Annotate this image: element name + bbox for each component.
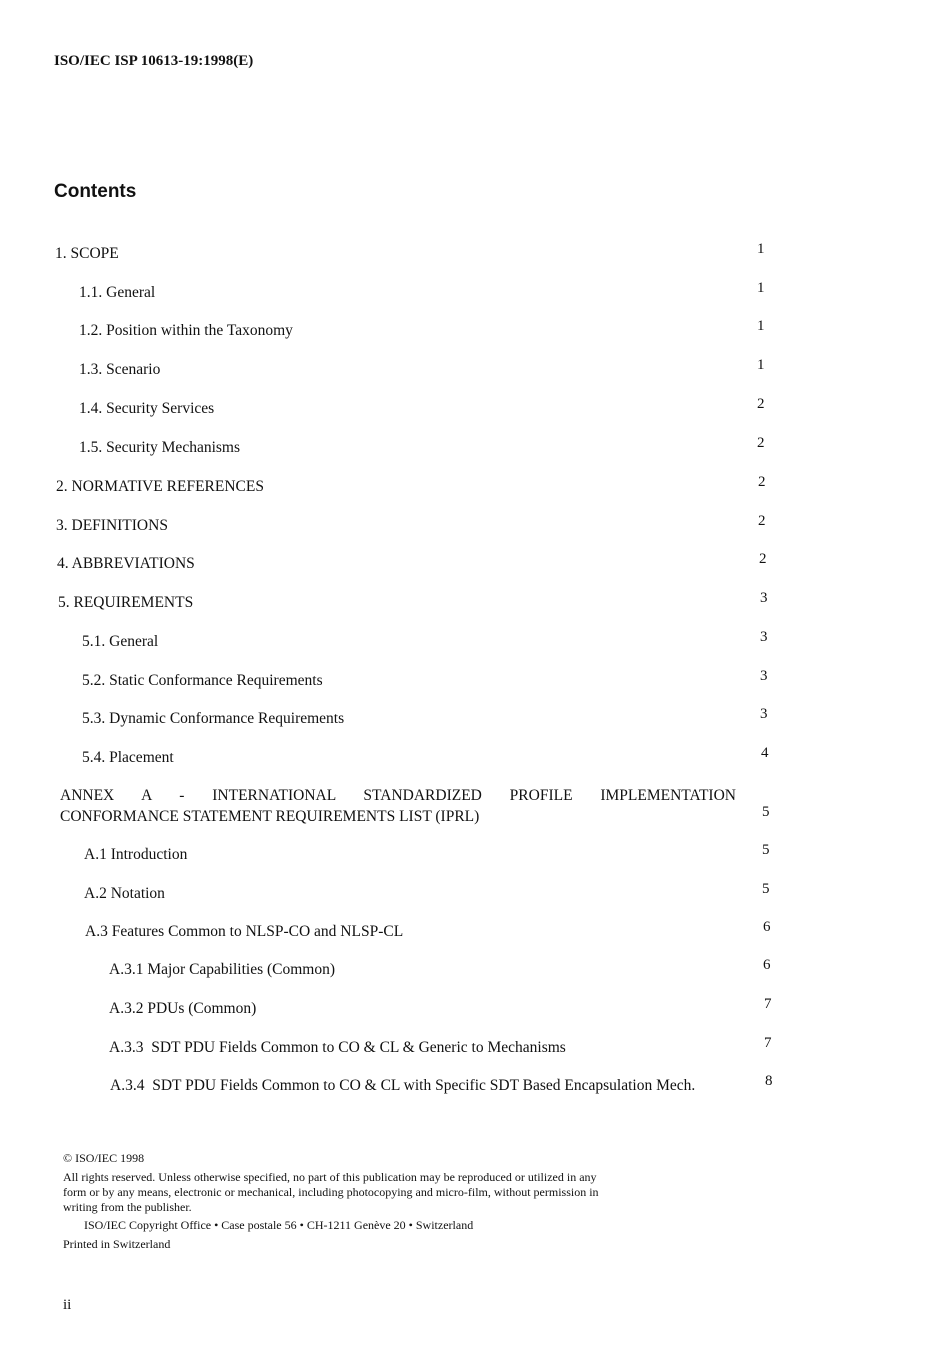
rights-statement: All rights reserved. Unless otherwise specified, no part of this publication may be reproduced or utilized in any form or by any means, electronic or mechanical, including photocopying and micro-film, without permission in writing from the publisher.: [63, 1170, 599, 1214]
toc-entry-page: 8: [765, 1073, 773, 1089]
toc-entry-page: 2: [758, 474, 766, 490]
toc-entry-page: 2: [757, 435, 765, 451]
toc-entry-title: 1.2. Position within the Taxonomy: [79, 322, 293, 339]
toc-entry-page: 2: [757, 396, 765, 412]
toc-entry-title: 4. ABBREVIATIONS: [57, 555, 195, 572]
toc-entry-title: 5.2. Static Conformance Requirements: [82, 672, 323, 689]
toc-entry-page: 3: [760, 629, 768, 645]
toc-entry-page: 1: [757, 241, 765, 257]
toc-entry-title: A.2 Notation: [84, 885, 165, 902]
toc-entry-page: 7: [764, 996, 772, 1012]
toc-entry-page: 3: [760, 706, 768, 722]
contents-heading: Contents: [54, 181, 137, 202]
toc-entry-title: 5.1. General: [82, 633, 159, 650]
toc-entry-page: 4: [761, 745, 769, 761]
copyright-notice: [63, 1151, 623, 1252]
toc-entry-title: 1.1. General: [79, 284, 156, 301]
toc-entry-title: 2. NORMATIVE REFERENCES: [56, 478, 264, 495]
toc-entry-title: A.3.3 SDT PDU Fields Common to CO & CL & Generic to Mechanisms: [109, 1039, 566, 1056]
toc-entry-page: 5: [762, 842, 770, 858]
toc-entry-page: 5: [762, 804, 770, 820]
toc-entry-title: A.3 Features Common to NLSP-CO and NLSP-CL: [85, 923, 404, 940]
toc-entry-page: 1: [757, 318, 765, 334]
toc-entry-page: 1: [757, 357, 765, 373]
toc-entry-title: 5.3. Dynamic Conformance Requirements: [82, 710, 345, 727]
annex-title-line-1: ANNEX A - INTERNATIONAL STANDARDIZED PROFILE IMPLEMENTATION: [60, 787, 736, 804]
toc-entry-title: A.3.1 Major Capabilities (Common): [109, 961, 336, 978]
page-number: ii: [63, 1297, 72, 1313]
toc-entry-page: 2: [759, 551, 767, 567]
toc-entry-title: 1. SCOPE: [55, 245, 119, 262]
toc-entry-title: 1.4. Security Services: [79, 400, 215, 417]
toc-entry-page: 3: [760, 668, 768, 684]
toc-entry-title: 1.5. Security Mechanisms: [79, 439, 241, 456]
printed-location: Printed in Switzerland: [63, 1237, 171, 1251]
toc-entry-page: 7: [764, 1035, 772, 1051]
toc-entry-page: 1: [757, 280, 765, 296]
toc-entry-title: A.3.4 SDT PDU Fields Common to CO & CL with Specific SDT Based Encapsulation Mech.: [110, 1077, 696, 1094]
toc-entry-title: A.1 Introduction: [84, 846, 188, 863]
toc-entry-title: 5.4. Placement: [82, 749, 174, 766]
copyright-line: © ISO/IEC 1998: [63, 1151, 145, 1165]
copyright-office-address: ISO/IEC Copyright Office • Case postale 56 • CH-1211 Genève 20 • Switzerland: [84, 1218, 474, 1232]
toc-entry-title: A.3.2 PDUs (Common): [109, 1000, 257, 1017]
annex-title-line-2: CONFORMANCE STATEMENT REQUIREMENTS LIST (IPRL): [60, 808, 480, 825]
toc-entry-title: 3. DEFINITIONS: [56, 517, 168, 534]
toc-entry-title: 5. REQUIREMENTS: [58, 594, 194, 611]
toc-entry-page: 6: [763, 957, 771, 973]
toc-entry-page: 2: [758, 513, 766, 529]
toc-entry-title: 1.3. Scenario: [79, 361, 161, 378]
toc-entry-page: 6: [763, 919, 771, 935]
toc-entry-page: 5: [762, 881, 770, 897]
document-id-header: ISO/IEC ISP 10613-19:1998(E): [54, 53, 254, 69]
toc-entry-page: 3: [760, 590, 768, 606]
